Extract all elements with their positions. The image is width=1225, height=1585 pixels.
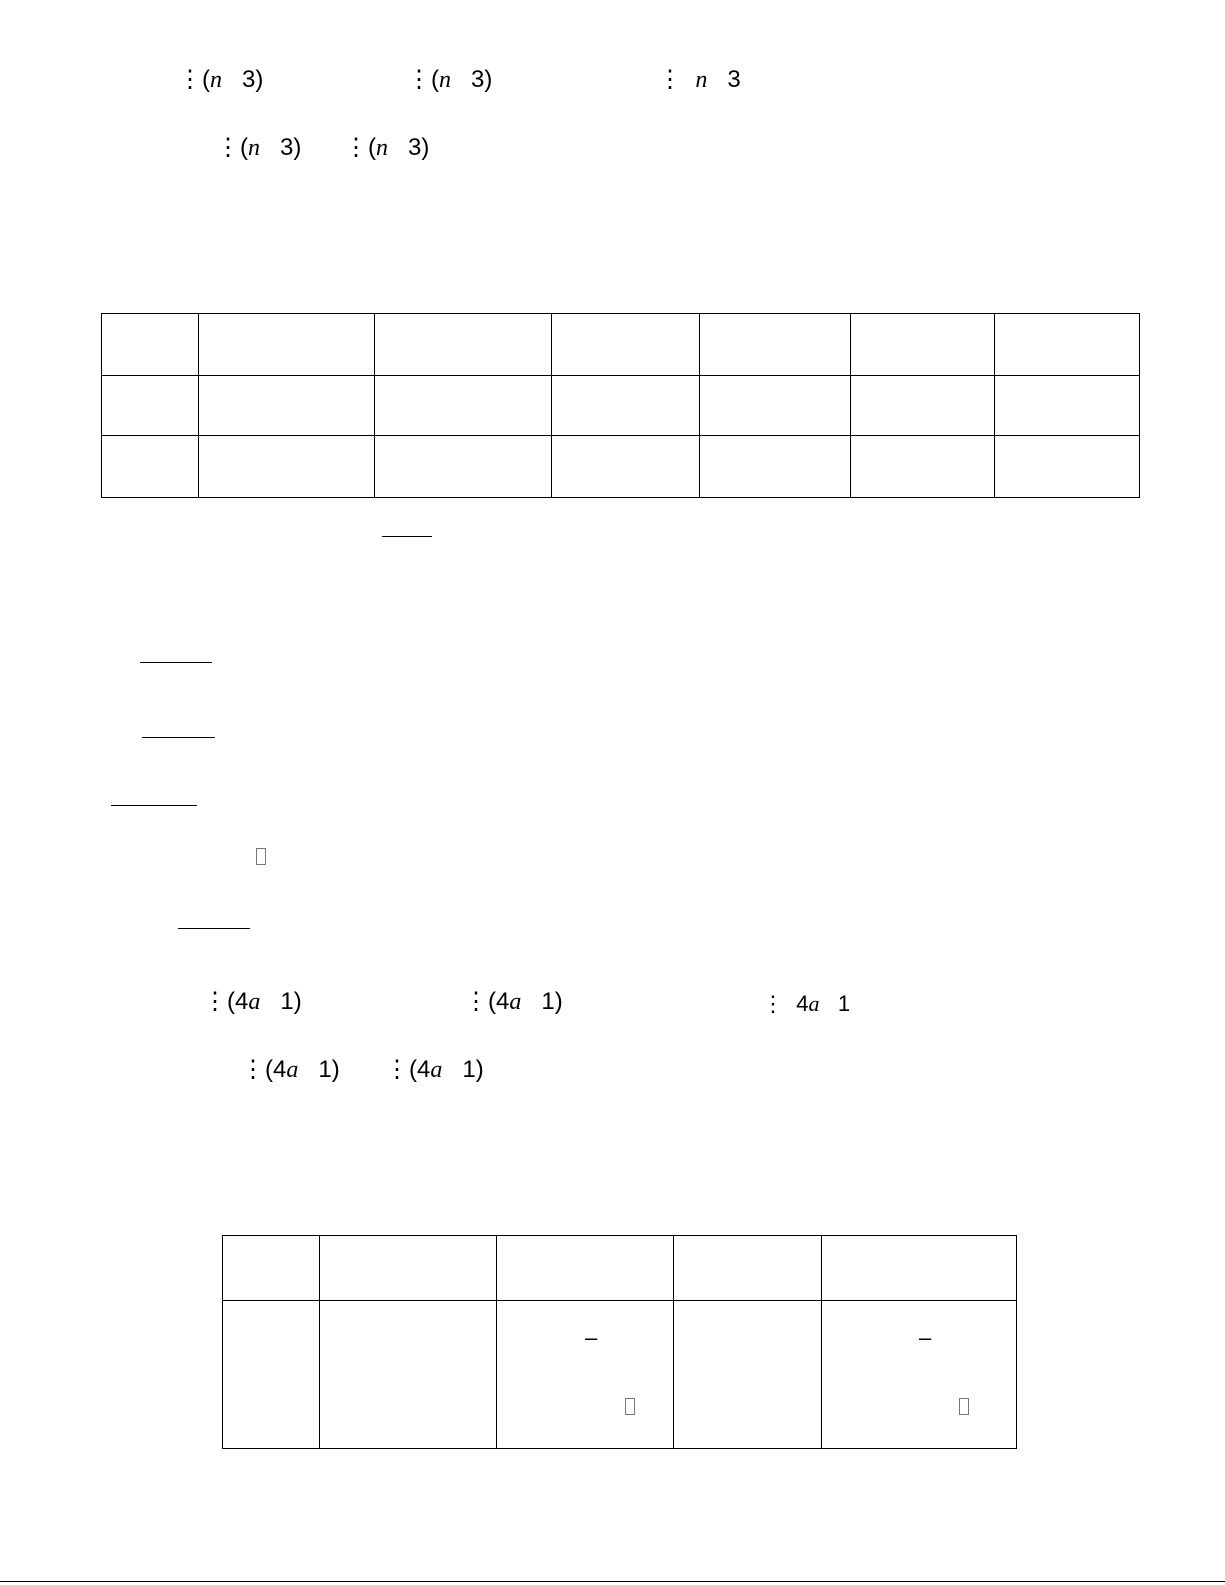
data-table-2 xyxy=(222,1235,1017,1449)
dash-mark: – xyxy=(585,1325,598,1350)
ellipsis-glyph: ⋮ xyxy=(216,134,240,161)
table-cell xyxy=(700,376,851,436)
table-cell xyxy=(700,436,851,498)
expression-row-3-item-2: ⋮(4a 1) xyxy=(464,988,563,1015)
table-cell xyxy=(375,314,552,376)
table-cell xyxy=(320,1236,497,1301)
missing-glyph-box xyxy=(959,1398,969,1415)
table-cell xyxy=(552,376,700,436)
variable-n: n xyxy=(210,67,222,93)
table-cell xyxy=(995,314,1140,376)
table-cell xyxy=(674,1301,822,1449)
expression-row-1-item-2: ⋮(n 3) xyxy=(407,66,493,93)
ellipsis-glyph: ⋮ xyxy=(407,66,431,93)
table-cell xyxy=(223,1236,320,1301)
variable-a: a xyxy=(430,1057,443,1083)
answer-blank-2[interactable] xyxy=(140,662,212,663)
table-cell xyxy=(223,1301,320,1449)
expression-row-1-item-1: ⋮(n 3) xyxy=(178,66,264,93)
table-row xyxy=(223,1236,1017,1301)
table-cell xyxy=(199,314,375,376)
table-cell xyxy=(497,1236,674,1301)
table-cell xyxy=(102,314,199,376)
table-cell xyxy=(700,314,851,376)
ellipsis-glyph: ⋮ xyxy=(385,1056,409,1083)
table-cell xyxy=(822,1301,1017,1449)
expression-row-4-item-1: ⋮(4a 1) xyxy=(241,1056,340,1083)
table-cell xyxy=(375,376,552,436)
expression-row-2-item-1: ⋮(n 3) xyxy=(216,134,302,161)
variable-a: a xyxy=(248,989,261,1015)
missing-glyph-box xyxy=(625,1398,635,1415)
table-cell xyxy=(674,1236,822,1301)
table-cell xyxy=(199,376,375,436)
table-row xyxy=(102,436,1140,498)
answer-blank-5[interactable] xyxy=(178,928,250,929)
table-cell xyxy=(102,436,199,498)
answer-blank-4[interactable] xyxy=(111,805,197,806)
variable-a: a xyxy=(808,991,820,1016)
ellipsis-glyph: ⋮ xyxy=(344,134,368,161)
variable-n: n xyxy=(376,135,388,161)
answer-blank-1[interactable] xyxy=(382,536,432,537)
variable-n: n xyxy=(248,135,260,161)
dash-mark: – xyxy=(919,1325,932,1350)
table-cell xyxy=(995,376,1140,436)
answer-blank-3[interactable] xyxy=(142,737,215,738)
table-cell xyxy=(851,314,995,376)
table-cell xyxy=(102,376,199,436)
ellipsis-glyph: ⋮ xyxy=(658,66,682,93)
data-table-1 xyxy=(101,313,1140,498)
table-cell xyxy=(552,436,700,498)
expression-row-4-item-2: ⋮(4a 1) xyxy=(385,1056,484,1083)
variable-n: n xyxy=(695,67,708,93)
ellipsis-glyph: ⋮ xyxy=(178,66,202,93)
table-cell xyxy=(851,436,995,498)
ellipsis-glyph: ⋮ xyxy=(464,988,488,1015)
missing-glyph-box xyxy=(256,848,266,865)
table-row xyxy=(102,376,1140,436)
table-cell xyxy=(822,1236,1017,1301)
table-row xyxy=(102,314,1140,376)
expression-row-3-item-1: ⋮(4a 1) xyxy=(203,988,302,1015)
table-row xyxy=(223,1301,1017,1449)
table-cell xyxy=(995,436,1140,498)
table-cell xyxy=(851,376,995,436)
ellipsis-glyph: ⋮ xyxy=(241,1056,265,1083)
expression-row-3-item-3: ⋮ 4a 1 xyxy=(762,991,851,1016)
variable-a: a xyxy=(509,989,522,1015)
page-bottom-rule xyxy=(0,1581,1225,1582)
variable-a: a xyxy=(286,1057,299,1083)
table-cell xyxy=(375,436,552,498)
ellipsis-glyph: ⋮ xyxy=(762,991,784,1016)
table-cell xyxy=(320,1301,497,1449)
table-cell xyxy=(199,436,375,498)
table-cell xyxy=(497,1301,674,1449)
variable-n: n xyxy=(439,67,451,93)
expression-row-1-item-3: ⋮ n 3 xyxy=(658,66,741,93)
expression-row-2-item-2: ⋮(n 3) xyxy=(344,134,430,161)
ellipsis-glyph: ⋮ xyxy=(203,988,227,1015)
table-cell xyxy=(552,314,700,376)
